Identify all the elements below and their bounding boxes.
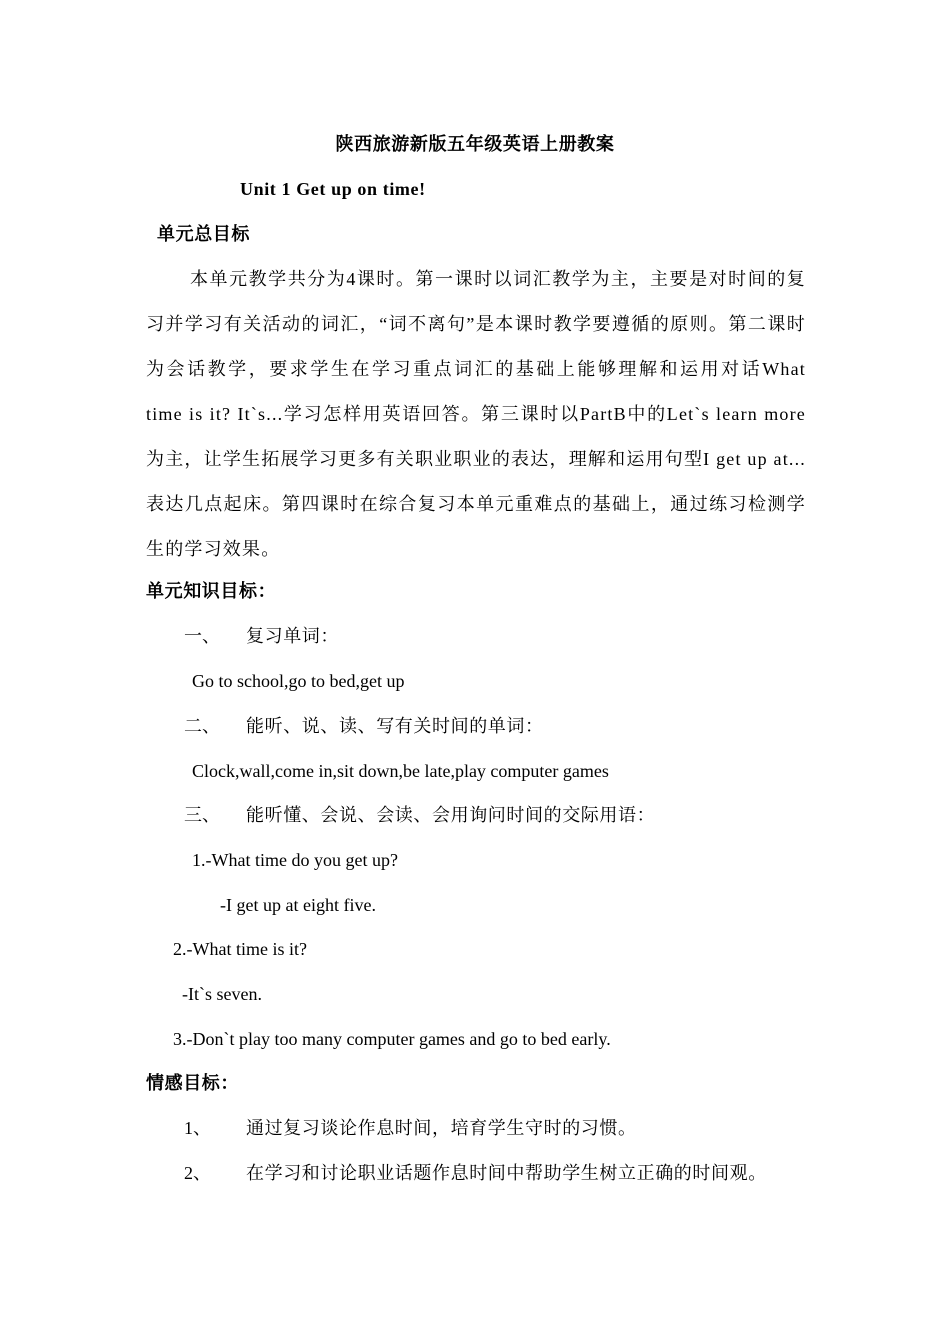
knowledge-goal-heading: 单元知识目标： xyxy=(146,581,277,601)
dialogue-line: 1.-What time do you get up? xyxy=(192,850,398,870)
emotion-goal-heading: 情感目标： xyxy=(146,1073,239,1093)
unit-title: Unit 1 Get up on time! xyxy=(240,179,426,199)
dialogue-line: -It`s seven. xyxy=(182,984,262,1004)
dialogue-line: 2.-What time is it? xyxy=(173,939,307,959)
emotion-item-marker: 1、 xyxy=(184,1118,211,1138)
knowledge-item-text: 能听懂、会说、会读、会用询问时间的交际用语： xyxy=(246,805,656,825)
overall-goal-paragraph: 本单元教学共分为4课时。第一课时以词汇教学为主，主要是对时间的复习并学习有关活动的词汇，“词不离句”是本课时教学要遵循的原则。第二课时为会话教学，要求学生在学习重点词汇的基础上能够理解和运用对话What time is it? It`s...学习怎样用英语回答。第三课时以PartB中的Let`s learn more为主，让学生拓展学习更多有关职业职业的表达，理解和运用句型I get up at...表达几点起床。第四课时在综合复习本单元重难点的基础上，通过练习检测学生的学习效果。 xyxy=(146,269,806,559)
knowledge-item-marker: 三、 xyxy=(184,805,220,825)
emotion-item-text: 通过复习谈论作息时间，培育学生守时的习惯。 xyxy=(246,1118,637,1138)
emotion-item-marker: 2、 xyxy=(184,1163,211,1183)
knowledge-item-detail: Clock,wall,come in,sit down,be late,play computer games xyxy=(192,761,609,781)
document-title: 陕西旅游新版五年级英语上册教案 xyxy=(335,134,615,154)
knowledge-item-text: 能听、说、读、写有关时间的单词： xyxy=(246,716,544,736)
knowledge-item-marker: 一、 xyxy=(184,626,220,646)
knowledge-item-text: 复习单词： xyxy=(246,626,339,646)
dialogue-line: 3.-Don`t play too many computer games and go to bed early. xyxy=(173,1029,611,1049)
knowledge-item-marker: 二、 xyxy=(184,716,220,736)
overall-goal-heading: 单元总目标 xyxy=(157,224,250,244)
emotion-item-text: 在学习和讨论职业话题作息时间中帮助学生树立正确的时间观。 xyxy=(246,1163,767,1183)
dialogue-line: -I get up at eight five. xyxy=(220,895,376,915)
knowledge-item-detail: Go to school,go to bed,get up xyxy=(192,671,405,691)
